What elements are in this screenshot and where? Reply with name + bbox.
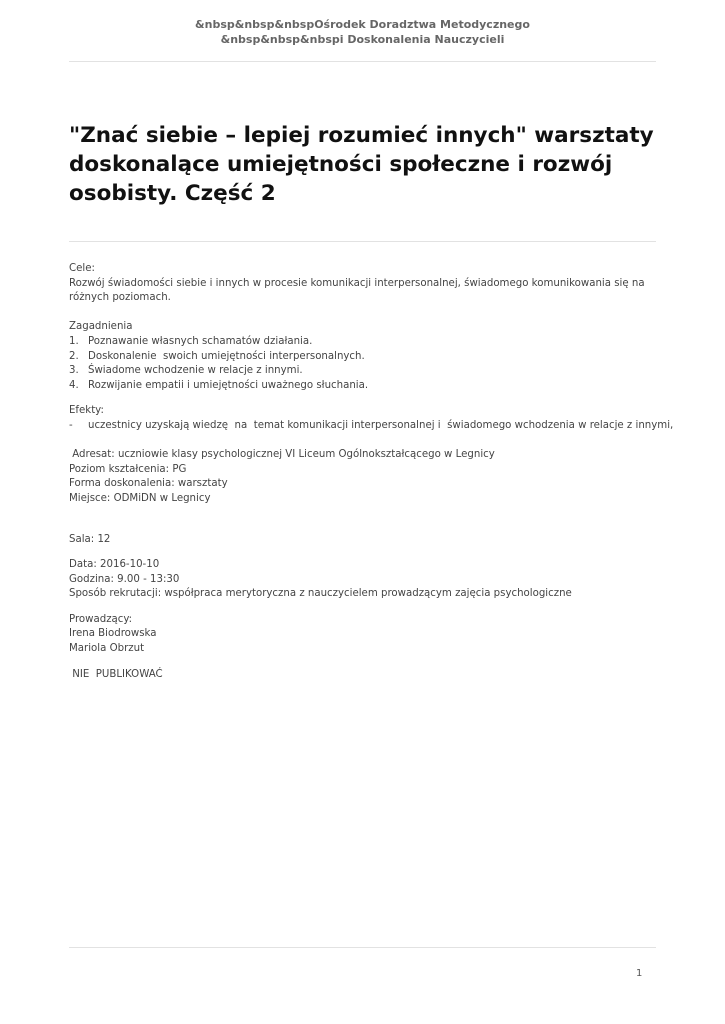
godzina-line: Godzina: 9.00 - 13:30	[69, 573, 180, 585]
list-item-text: Rozwijanie empatii i umiejętności uważnego słuchania.	[88, 379, 369, 391]
list-item	[69, 350, 659, 365]
header-line-1: &nbsp&nbsp&nbspOśrodek Doradztwa Metodycznego	[195, 18, 530, 31]
title-divider	[69, 241, 656, 242]
miejsce-line: Miejsce: ODMiDN w Legnicy	[69, 492, 211, 504]
prowadzacy-name: Irena Biodrowska	[69, 628, 157, 640]
data-line: Data: 2016-10-10	[69, 559, 160, 571]
footer-divider	[69, 947, 656, 948]
list-item-text: Poznawanie własnych schamatów działania.	[88, 335, 313, 347]
list-item-number: 4.	[69, 379, 79, 391]
list-item	[69, 364, 659, 379]
prowadzacy-name: Mariola Obrzut	[69, 643, 145, 655]
header-divider	[69, 61, 656, 62]
list-item-number: 3.	[69, 365, 79, 377]
rekrutacja-line: Sposób rekrutacji: współpraca merytoryczna z nauczycielem prowadzącym zajęcia psychologiczne	[69, 588, 572, 600]
poziom-line: Poziom kształcenia: PG	[69, 463, 187, 475]
list-item	[69, 335, 659, 350]
sala-line: Sala: 12	[69, 533, 111, 545]
cele-text-line-2: różnych poziomach.	[69, 292, 171, 304]
efekty-item	[69, 419, 674, 434]
forma-line: Forma doskonalenia: warsztaty	[69, 478, 228, 490]
zagadnienia-label: Zagadnienia	[69, 321, 133, 333]
header-line-2: &nbsp&nbsp&nbspi Doskonalenia Nauczycieli	[220, 33, 505, 46]
publish-note: NIE PUBLIKOWAĆ	[69, 668, 163, 680]
list-item	[69, 379, 659, 394]
efekty-label: Efekty:	[69, 405, 104, 417]
list-item-text: Doskonalenie swoich umiejętności interpersonalnych.	[88, 350, 365, 362]
page-number: 1	[636, 968, 643, 979]
list-item-text: Świadome wchodzenie w relacje z innymi.	[88, 365, 303, 377]
page-title: "Znać siebie – lepiej rozumieć innych" warsztaty doskonalące umiejętności społeczne i rozwój osobisty. Część 2	[69, 123, 654, 206]
list-item-number: 2.	[69, 350, 79, 362]
efekty-text: uczestnicy uzyskają wiedzę na temat komunikacji interpersonalnej i świadomego wchodzenia w relacje z innymi,	[88, 419, 674, 431]
cele-text-line-1: Rozwój świadomości siebie i innych w procesie komunikacji interpersonalnej, świadomego komunikowania się na	[69, 277, 645, 289]
prowadzacy-label: Prowadzący:	[69, 613, 133, 625]
page-header	[0, 17, 725, 47]
cele-label: Cele:	[69, 263, 95, 274]
adresat-line: Adresat: uczniowie klasy psychologicznej VI Liceum Ogólnokształcącego w Legnicy	[69, 449, 495, 461]
document-body	[69, 262, 674, 682]
list-item-number: 1.	[69, 335, 79, 347]
efekty-dash: -	[69, 419, 73, 431]
